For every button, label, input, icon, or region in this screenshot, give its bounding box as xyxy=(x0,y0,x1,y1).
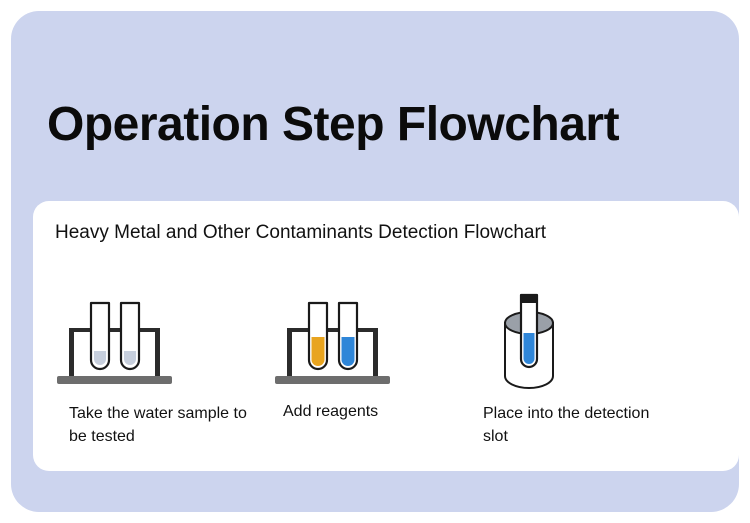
steps-container xyxy=(33,293,739,463)
step-label: Place into the detection slot xyxy=(483,405,650,445)
test-tube-in-detection-slot-icon xyxy=(465,293,695,408)
two-filled-test-tubes-in-rack-icon xyxy=(265,293,495,408)
flowchart-card xyxy=(33,201,739,471)
step-label: Add reagents xyxy=(283,403,379,420)
main-panel xyxy=(11,11,739,512)
step-label: Take the water sample to be tested xyxy=(69,405,247,445)
step-place-into-slot xyxy=(465,293,695,463)
two-empty-test-tubes-in-rack-icon xyxy=(47,293,277,408)
step-add-reagents xyxy=(265,293,495,463)
step-take-sample xyxy=(47,293,277,463)
card-title: Heavy Metal and Other Contaminants Detection Flowchart xyxy=(55,222,547,243)
page-title: Operation Step Flowchart xyxy=(47,98,620,151)
